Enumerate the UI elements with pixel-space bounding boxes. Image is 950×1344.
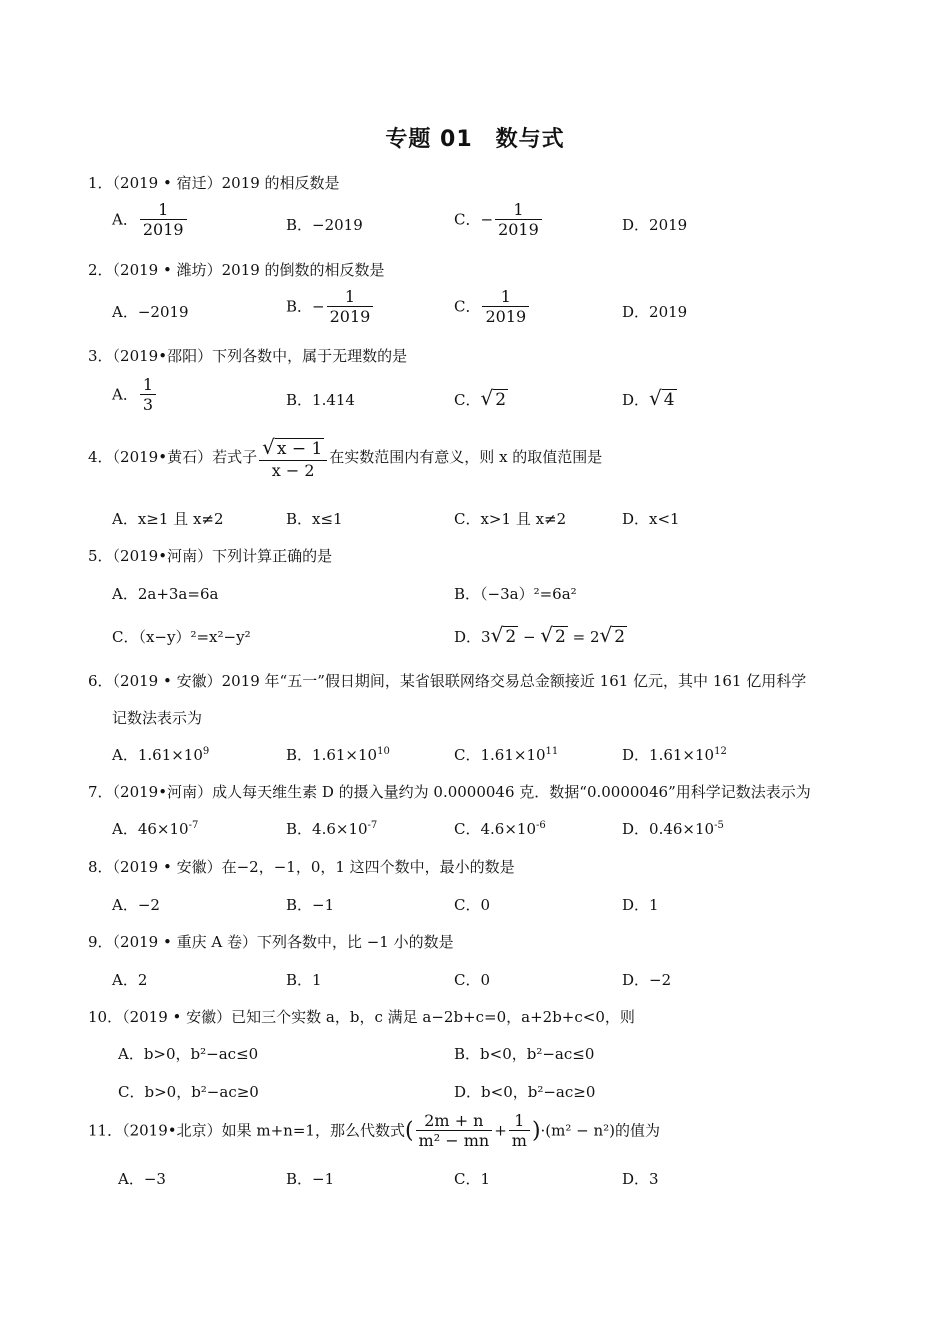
question-4-option-c: C．x>1 且 x≠2 xyxy=(454,510,567,528)
question-3-option-d xyxy=(622,387,677,411)
radicand: x − 1 xyxy=(276,439,323,459)
fraction xyxy=(140,201,187,240)
question-1-option-a xyxy=(112,201,189,240)
question-5-option-b: B．（−3a）²=6a² xyxy=(454,585,577,603)
exponent: 12 xyxy=(714,746,727,757)
question-6-stem-line2: 记数法表示为 xyxy=(112,709,203,727)
question-7-option-b xyxy=(286,818,377,840)
fraction-numerator: 1 xyxy=(513,200,524,219)
fraction-numerator: √ x − 1 xyxy=(262,435,323,459)
question-2-option-a: A．−2019 xyxy=(112,303,189,321)
question-3-stem: 3．（2019•邵阳）下列各数中，属于无理数的是 xyxy=(88,347,408,365)
question-1-option-c xyxy=(454,201,544,240)
question-10-option-b: B．b<0，b²−ac≤0 xyxy=(454,1045,595,1063)
minus-sign: − xyxy=(312,297,325,316)
question-11-option-a: A．−3 xyxy=(118,1170,166,1188)
question-4-option-b: B．x≤1 xyxy=(286,510,343,528)
question-3-option-b: B．1.414 xyxy=(286,391,355,409)
question-2-stem: 2．（2019 • 潍坊）2019 的倒数的相反数是 xyxy=(88,261,385,279)
exponent: -6 xyxy=(536,820,546,831)
question-10-option-a: A．b>0，b²−ac≤0 xyxy=(118,1045,259,1063)
option-text: A．1.61×10 xyxy=(112,746,203,764)
question-11-option-b: B．−1 xyxy=(286,1170,335,1188)
square-root: √ 2 xyxy=(540,623,566,647)
stem-suffix: 在实数范围内有意义，则 x 的取值范围是 xyxy=(329,447,603,466)
option-text: B．4.6×10 xyxy=(286,820,368,838)
question-7-option-c xyxy=(454,818,546,840)
exponent: -7 xyxy=(367,820,378,831)
square-root: √ 2 xyxy=(599,623,626,647)
question-3-option-c xyxy=(454,387,508,411)
exponent: 9 xyxy=(202,746,210,757)
question-7-option-a xyxy=(112,818,198,840)
radicand: 2 xyxy=(495,390,507,410)
question-2-option-c xyxy=(454,288,531,327)
option-label: A． xyxy=(112,385,138,404)
plus-sign: + xyxy=(494,1121,507,1140)
question-3-option-a xyxy=(112,376,158,415)
equals-coefficient: = 2 xyxy=(572,628,600,646)
question-2-option-b xyxy=(286,288,375,327)
question-4-option-d: D．x<1 xyxy=(622,510,680,528)
option-label: B． xyxy=(286,297,313,316)
question-4-option-a: A．x≥1 且 x≠2 xyxy=(112,510,224,528)
square-root: √ 2 xyxy=(490,623,517,647)
fraction-numerator: 1 xyxy=(500,287,511,306)
fraction-denominator: 2019 xyxy=(327,306,374,326)
fraction xyxy=(482,288,529,327)
question-9-option-a: A．2 xyxy=(112,971,148,989)
question-7-stem: 7．（2019•河南）成人每天维生素 D 的摄入量约为 0.0000046 克．数据“0.0000046”用科学记数法表示为 xyxy=(88,783,811,801)
option-text: B．1.61×10 xyxy=(286,746,378,764)
option-label: A． xyxy=(112,210,138,229)
question-8-option-b: B．−1 xyxy=(286,896,335,914)
minus-sign: − xyxy=(480,210,494,229)
fraction-numerator: 2m + n xyxy=(424,1111,484,1130)
stem-prefix: 11．（2019•北京）如果 m+n=1，那么代数式 xyxy=(88,1121,405,1140)
question-8-option-c: C．0 xyxy=(454,896,491,914)
stem-suffix: 的值为 xyxy=(615,1121,661,1140)
fraction xyxy=(416,1112,493,1151)
fraction-denominator: 2019 xyxy=(140,219,187,239)
radicand: 2 xyxy=(614,627,626,647)
coefficient: 3 xyxy=(481,628,491,646)
fraction xyxy=(509,1112,530,1151)
question-6-option-c xyxy=(454,744,558,766)
fraction-denominator: 2019 xyxy=(495,219,542,239)
fraction-denominator: 2019 xyxy=(482,306,529,326)
question-11-option-d: D．3 xyxy=(622,1170,659,1188)
question-9-option-b: B．1 xyxy=(286,971,322,989)
minus-sign: − xyxy=(522,628,536,646)
question-11-stem: 11．（2019•北京）如果 m+n=1，那么代数式( $\frac{2m + n}{\text{m² − mn}}$ + $\frac{1}{m}$ )·(m² − n²)的值为 xyxy=(88,1111,661,1151)
option-text: D．0.46×10 xyxy=(622,820,715,838)
question-10-option-c: C．b>0，b²−ac≥0 xyxy=(118,1083,259,1101)
fraction-numerator: 1 xyxy=(158,200,169,219)
fraction-denominator: x − 2 xyxy=(259,460,327,480)
question-1-option-d: D．2019 xyxy=(622,216,688,234)
option-label: C． xyxy=(454,297,481,316)
question-2-option-d: D．2019 xyxy=(622,303,688,321)
exponent: -5 xyxy=(714,820,724,831)
question-8-option-d: D．1 xyxy=(622,896,659,914)
fraction xyxy=(495,201,542,240)
question-5-option-a: A．2a+3a=6a xyxy=(112,585,219,603)
question-9-option-c: C．0 xyxy=(454,971,491,989)
radicand: 2 xyxy=(555,627,566,647)
square-root: √ 4 xyxy=(649,386,675,410)
fraction-numerator: 1 xyxy=(142,375,154,394)
fraction xyxy=(327,288,374,327)
fraction-numerator: 1 xyxy=(344,287,356,306)
question-9-stem: 9．（2019 • 重庆 A 卷）下列各数中，比 −1 小的数是 xyxy=(88,933,454,951)
question-6-stem-line1: 6．（2019 • 安徽）2019 年“五一”假日期间，某省银联网络交易总金额接近 161 亿元，其中 161 亿用科学 xyxy=(88,672,807,690)
question-5-option-d xyxy=(454,624,627,648)
question-6-option-b xyxy=(286,744,390,766)
question-4-stem xyxy=(88,436,602,480)
question-11-option-c: C．1 xyxy=(454,1170,491,1188)
question-5-option-c: C．（x−y）²=x²−y² xyxy=(112,628,251,646)
question-6-option-d xyxy=(622,744,727,766)
question-10-stem: 10．（2019 • 安徽）已知三个实数 a，b，c 满足 a−2b+c=0，a+2b+c<0，则 xyxy=(88,1008,635,1026)
option-text: A．46×10 xyxy=(112,820,189,838)
radicand: 2 xyxy=(505,627,517,647)
fraction xyxy=(259,436,327,480)
question-1-option-b: B．−2019 xyxy=(286,216,363,234)
question-10-option-d: D．b<0，b²−ac≥0 xyxy=(454,1083,596,1101)
question-6-option-a xyxy=(112,744,209,766)
question-9-option-d: D．−2 xyxy=(622,971,672,989)
stem-prefix: 4．（2019•黄石）若式子 xyxy=(88,447,258,466)
option-label: C． xyxy=(454,210,481,229)
question-8-option-a: A．−2 xyxy=(112,896,160,914)
option-text: C．4.6×10 xyxy=(454,820,536,838)
fraction-denominator: 3 xyxy=(140,394,156,414)
square-root: √ 2 xyxy=(480,386,507,410)
fraction-denominator: m xyxy=(509,1130,530,1150)
exponent: 11 xyxy=(545,746,559,757)
page-title: 专题 01 数与式 xyxy=(385,127,565,152)
option-label: D． xyxy=(454,628,482,646)
fraction-denominator: m² − mn xyxy=(416,1130,493,1150)
fraction-numerator: 1 xyxy=(514,1111,525,1130)
question-7-option-d xyxy=(622,818,724,840)
option-text: D．1.61×10 xyxy=(622,746,715,764)
expression-tail: ·(m² − n²) xyxy=(540,1121,616,1140)
option-label: C． xyxy=(454,391,481,409)
question-1-stem: 1．（2019 • 宿迁）2019 的相反数是 xyxy=(88,174,340,192)
question-5-stem: 5．（2019•河南）下列计算正确的是 xyxy=(88,547,333,565)
exponent: -7 xyxy=(188,820,199,831)
question-8-stem: 8．（2019 • 安徽）在−2，−1，0，1 这四个数中，最小的数是 xyxy=(88,858,515,876)
option-text: C．1.61×10 xyxy=(454,746,546,764)
fraction xyxy=(140,376,156,415)
radicand: 4 xyxy=(663,390,675,410)
option-label: D． xyxy=(622,391,650,409)
exponent: 10 xyxy=(377,746,390,757)
